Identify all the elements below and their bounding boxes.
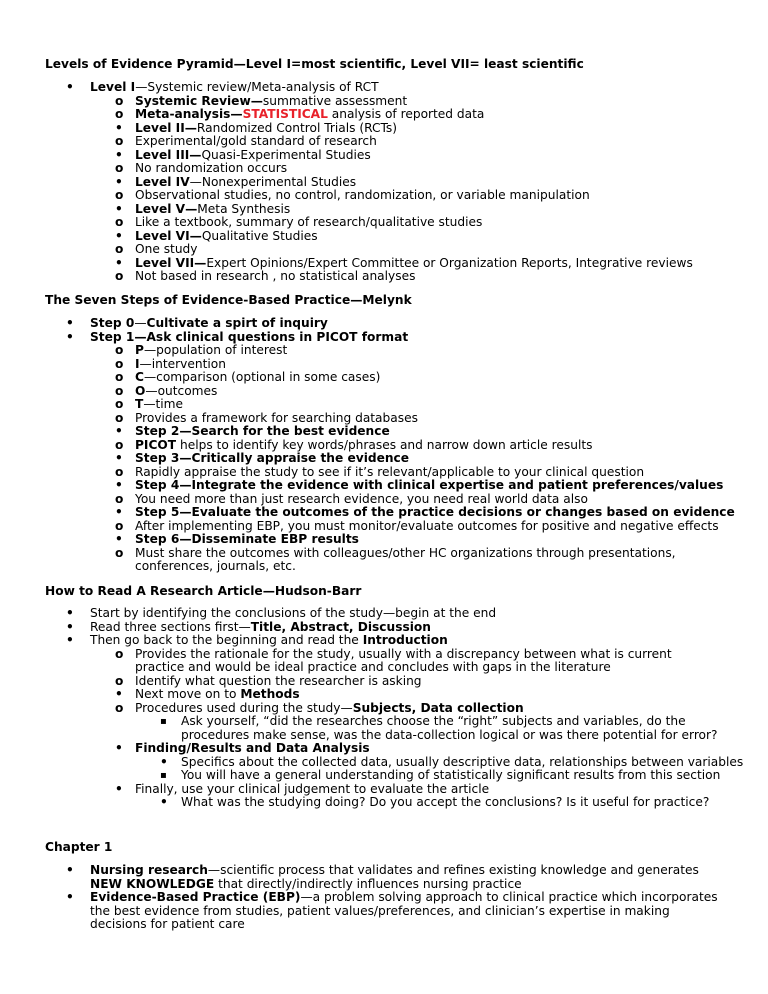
list-bullet: • [115, 174, 123, 189]
list-item: Must share the outcomes with colleagues/other HC organizations through presentations, conferences, journals, etc. [135, 545, 676, 573]
list-item: Step 2—Search for the best evidence [135, 424, 390, 438]
list-bullet: • [66, 633, 74, 647]
list-item: Read three sections first—Title, Abstract, Discussion [90, 619, 431, 634]
list-item: Level V—Meta Synthesis [135, 201, 291, 216]
list-item: Level II—Randomized Control Trials (RCTs) [135, 120, 397, 135]
list-item: Finally, use your clinical judgement to evaluate the article [135, 781, 490, 796]
list-item: Then go back to the beginning and read the Introduction [90, 633, 448, 647]
list-bullet: • [115, 201, 123, 216]
list-bullet: o [115, 215, 124, 229]
list-item: Nursing research—scientific process that validates and refines existing knowledge and generates NEW KNOWLEDGE that directly/indirectly influences nursing practice [90, 863, 699, 891]
list-item: O—outcomes [135, 383, 218, 398]
list-item: Provides the rationale for the study, usually with a discrepancy between what is current practice and would be ideal practice and concludes with gaps in the literature [135, 646, 672, 674]
list-item: What was the studying doing? Do you accept the conclusions? Is it useful for practice? [181, 795, 710, 809]
list-bullet: • [115, 147, 123, 162]
list-bullet: ▪ [160, 770, 167, 781]
list-bullet: o [115, 269, 124, 283]
list-bullet: o [115, 646, 124, 661]
list-bullet: • [115, 255, 123, 270]
levels-heading: Levels of Evidence Pyramid—Level I=most scientific, Level VII= least scientific [45, 57, 584, 71]
list-item: C—comparison (optional in some cases) [135, 370, 381, 384]
list-bullet: o [115, 161, 124, 175]
list-item: Rapidly appraise the study to see if it’s relevant/applicable to your clinical question [135, 464, 645, 479]
list-item: P—population of interest [135, 343, 288, 357]
list-item: Step 1—Ask clinical questions in PICOT format [90, 329, 409, 344]
list-bullet: o [115, 343, 124, 357]
list-bullet: o [115, 397, 124, 411]
list-bullet: • [115, 228, 123, 243]
list-item: Procedures used during the study—Subjects, Data collection [135, 700, 524, 715]
list-item: After implementing EBP, you must monitor/evaluate outcomes for positive and negative effects [135, 518, 719, 533]
list-item: Level VII—Expert Opinions/Expert Committee or Organization Reports, Integrative reviews [135, 255, 693, 270]
list-bullet: • [115, 741, 123, 755]
list-bullet: • [66, 863, 74, 877]
list-item: Next move on to Methods [135, 687, 300, 701]
list-bullet: • [66, 80, 74, 94]
chapter1-heading: Chapter 1 [45, 840, 113, 854]
list-item: One study [135, 242, 198, 256]
list-bullet: • [66, 316, 74, 330]
list-item: Meta-analysis—STATISTICAL analysis of reported data [135, 107, 485, 121]
list-item: Level III—Quasi-Experimental Studies [135, 147, 371, 162]
list-bullet: • [66, 619, 74, 634]
list-bullet: o [115, 370, 124, 384]
list-bullet: • [115, 120, 123, 135]
list-bullet: o [115, 356, 124, 371]
list-item: Finding/Results and Data Analysis [135, 741, 370, 755]
list-bullet: o [115, 410, 124, 425]
list-item: Specifics about the collected data, usually descriptive data, relationships between variables [181, 754, 744, 769]
list-bullet: • [160, 795, 168, 809]
list-bullet: o [115, 93, 124, 108]
list-item: Ask yourself, “did the researches choose the “right” subjects and variables, do the procedures make sense, was the data-collection logical or was there potential for error? [181, 714, 718, 742]
read-heading: How to Read A Research Article—Hudson-Barr [45, 584, 362, 598]
list-item: Observational studies, no control, randomization, or variable manipulation [135, 188, 590, 202]
list-bullet: o [115, 242, 124, 256]
steps-heading: The Seven Steps of Evidence-Based Practice—Melynk [45, 293, 412, 307]
list-item: Systemic Review—summative assessment [135, 93, 408, 108]
list-bullet: • [66, 606, 74, 620]
list-bullet: • [66, 329, 74, 344]
list-item: Step 3—Critically appraise the evidence [135, 451, 410, 465]
list-bullet: • [115, 505, 123, 519]
list-item: Step 5—Evaluate the outcomes of the practice decisions or changes based on evidence [135, 505, 735, 519]
list-item: You will have a general understanding of statistically significant results from this section [181, 768, 721, 782]
list-bullet: • [115, 478, 123, 492]
list-item: Like a textbook, summary of research/qualitative studies [135, 215, 483, 229]
list-bullet: o [115, 188, 124, 202]
list-item: Level VI—Qualitative Studies [135, 228, 318, 243]
list-item: Level IV—Nonexperimental Studies [135, 174, 357, 189]
list-item: I—intervention [135, 356, 226, 371]
list-bullet: o [115, 673, 124, 688]
list-bullet: o [115, 134, 124, 148]
list-bullet: o [115, 518, 124, 533]
list-item: Step 6—Disseminate EBP results [135, 532, 359, 546]
list-item: T—time [135, 397, 184, 411]
list-bullet: o [115, 107, 124, 121]
list-item: Level I—Systemic review/Meta-analysis of RCT [90, 80, 379, 94]
list-item: No randomization occurs [135, 161, 288, 175]
list-item: Experimental/gold standard of research [135, 134, 377, 148]
list-bullet: o [115, 437, 124, 452]
list-bullet: o [115, 464, 124, 479]
list-bullet: • [160, 754, 168, 769]
list-item: Not based in research , no statistical analyses [135, 269, 416, 283]
list-bullet: • [115, 687, 123, 701]
list-bullet: o [115, 545, 124, 560]
list-item: Provides a framework for searching databases [135, 410, 418, 425]
list-item: Step 0—Cultivate a spirt of inquiry [90, 316, 328, 330]
list-bullet: ▪ [160, 716, 167, 727]
list-item: Start by identifying the conclusions of the study—begin at the end [90, 606, 497, 620]
list-bullet: • [66, 890, 74, 904]
list-bullet: • [115, 532, 123, 546]
list-bullet: • [115, 781, 123, 796]
list-item: Evidence-Based Practice (EBP)—a problem solving approach to clinical practice which incorporates the best evidence from studies, patient values/preferences, and clinician’s expertise in making decisions for patient care [90, 890, 718, 931]
list-item: Step 4—Integrate the evidence with clinical expertise and patient preferences/values [135, 478, 724, 492]
list-bullet: o [115, 383, 124, 398]
list-bullet: o [115, 491, 124, 506]
list-bullet: • [115, 424, 123, 438]
list-bullet: • [115, 451, 123, 465]
list-item: You need more than just research evidence, you need real world data also [135, 491, 588, 506]
list-bullet: o [115, 700, 124, 715]
list-item: PICOT helps to identify key words/phrases and narrow down article results [135, 437, 593, 452]
list-item: Identify what question the researcher is asking [135, 673, 422, 688]
